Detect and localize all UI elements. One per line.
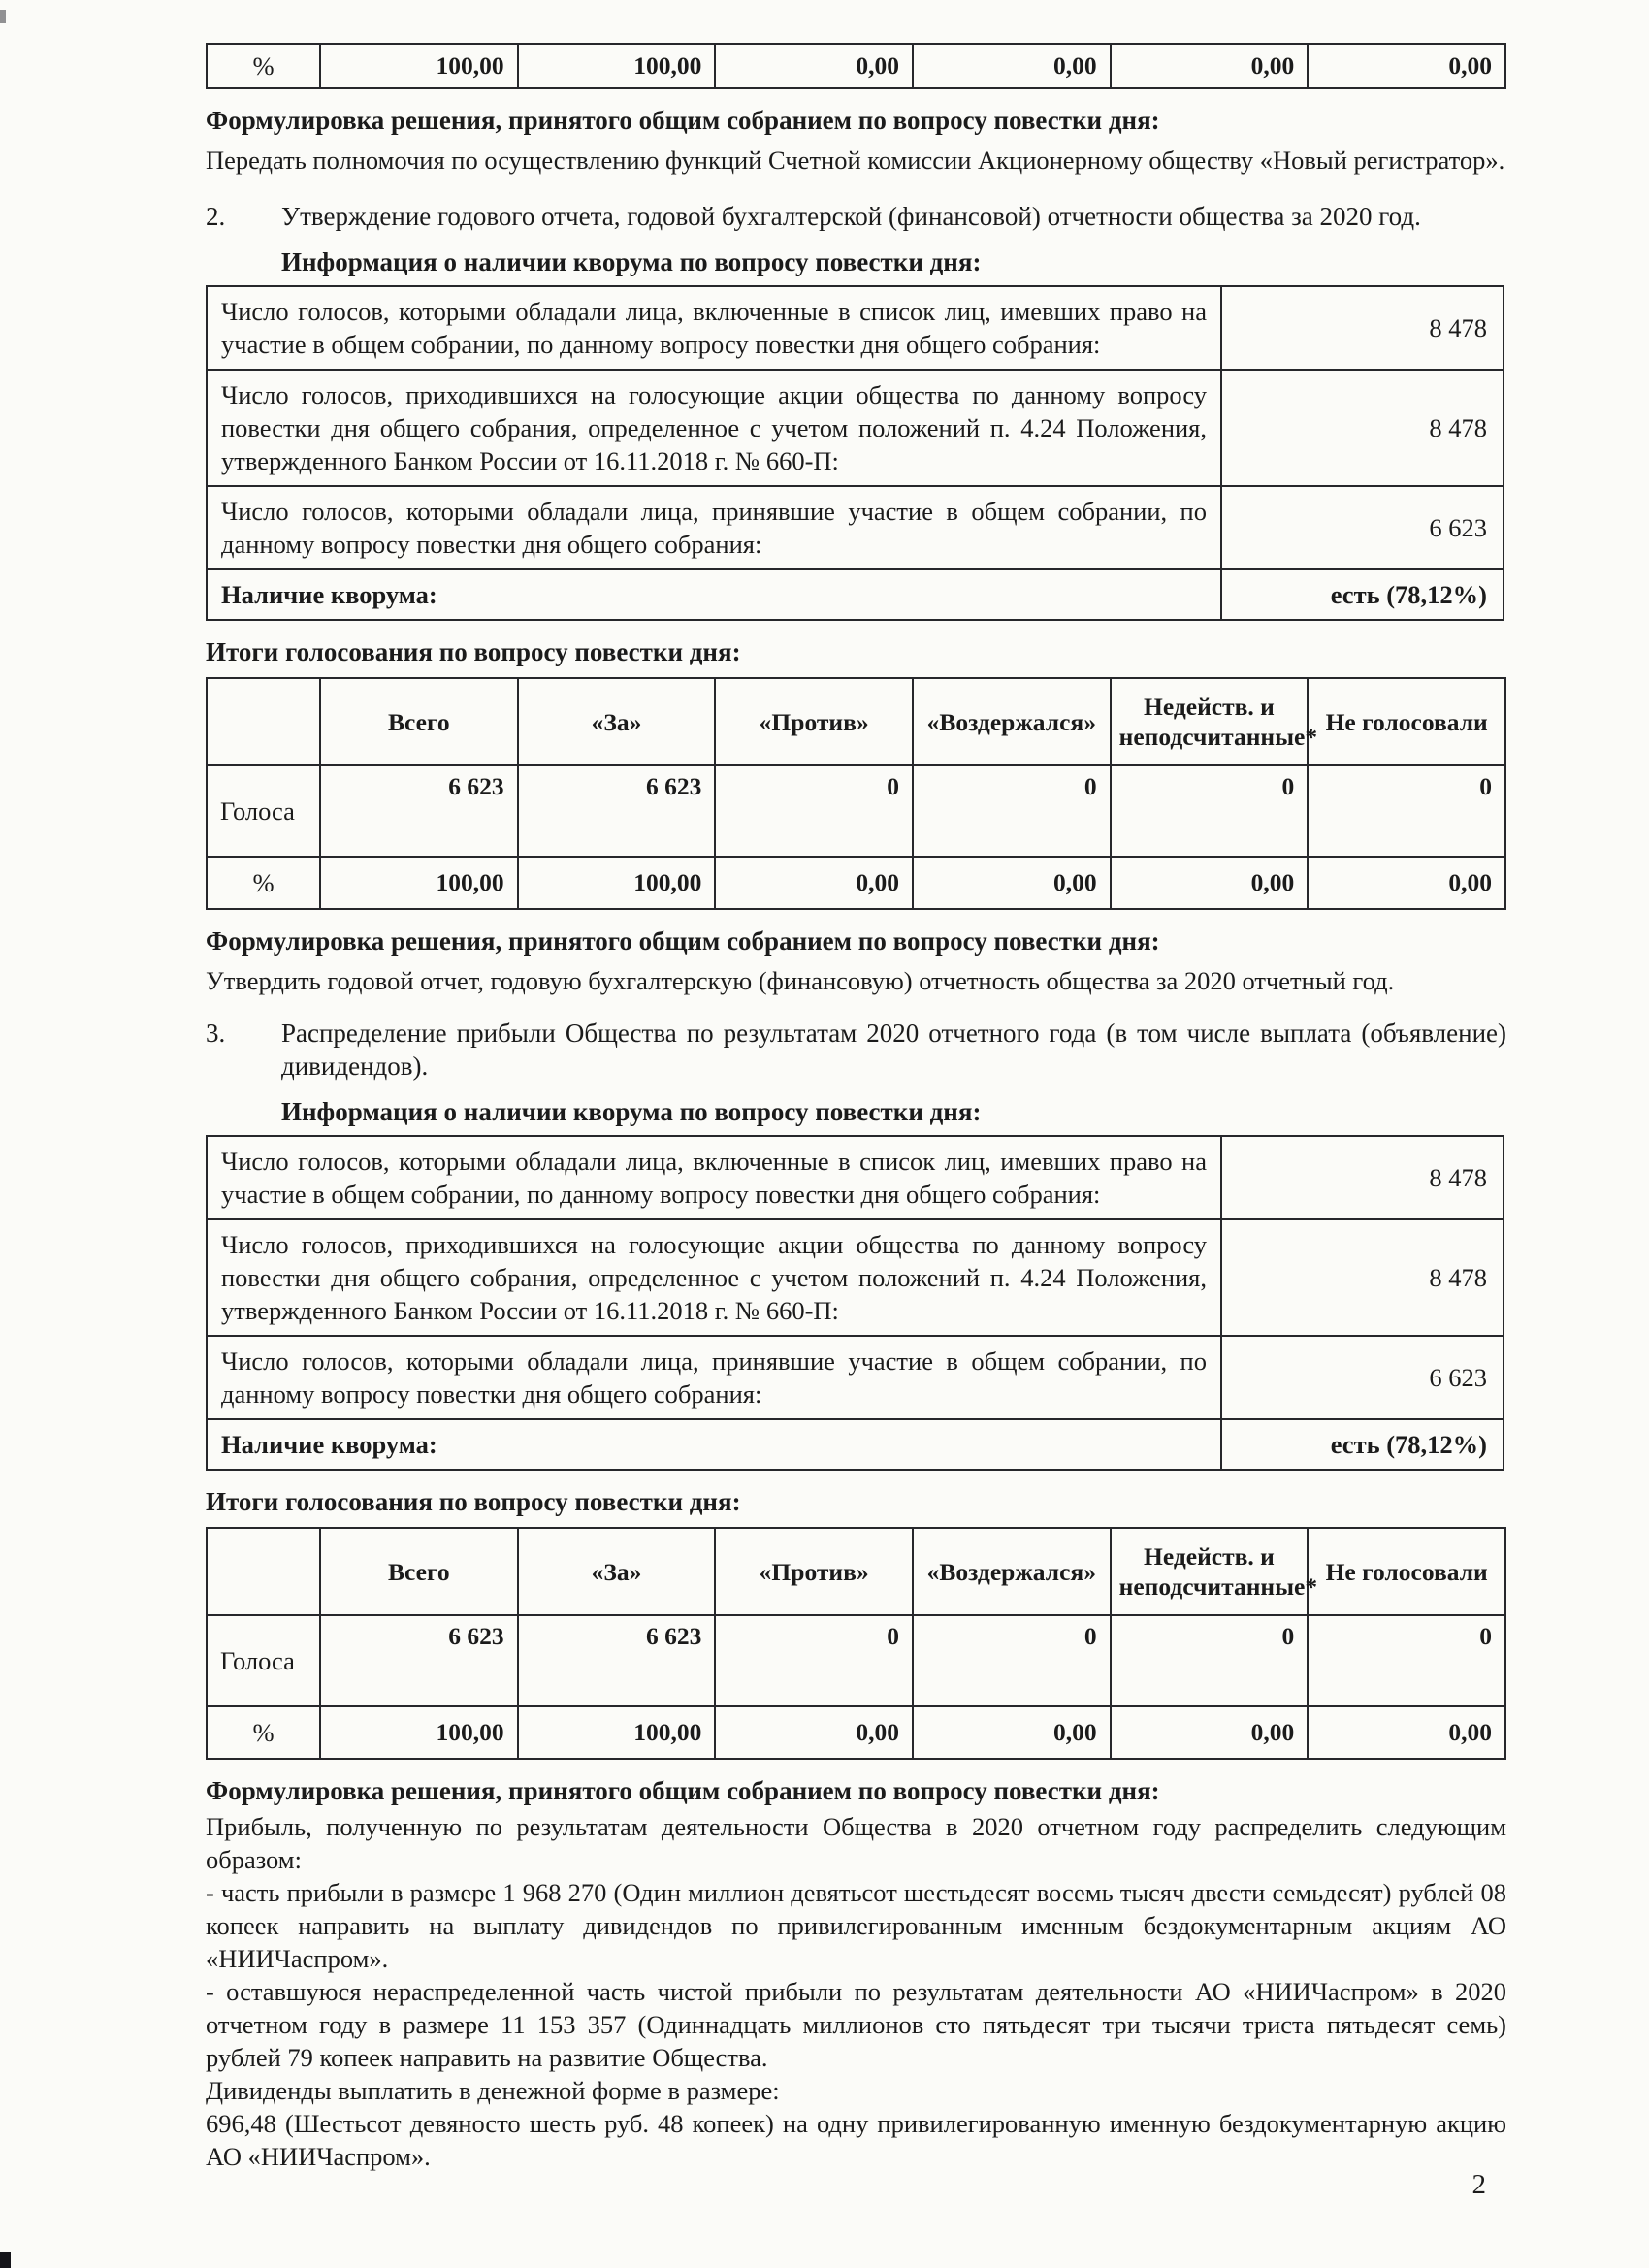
value-cell: 6 623 bbox=[320, 765, 518, 857]
quorum-row-label: Число голосов, приходившихся на голосующие акции общества по данному вопросу повестки дня общего собрания, определенное с учетом положений п. 4.24 Положения, утвержденного Банком России от 16.11.2018 г. № 660-П: bbox=[207, 1219, 1221, 1336]
value-cell: 100,00 bbox=[518, 1706, 716, 1759]
quorum-row-value: 6 623 bbox=[1221, 486, 1504, 569]
percent-row bbox=[207, 1706, 1505, 1759]
table-row bbox=[207, 486, 1504, 569]
decision-paragraph: Дивиденды выплатить в денежной форме в размере: bbox=[206, 2076, 780, 2105]
quorum-row-value: 8 478 bbox=[1221, 370, 1504, 486]
row-label-cell: % bbox=[207, 857, 320, 909]
table-header-row bbox=[207, 1528, 1505, 1615]
header-cell: «Воздержался» bbox=[913, 678, 1111, 765]
decision-text: Утвердить годовой отчет, годовую бухгалтерскую (финансовую) отчетность общества за 2020 отчетный год. bbox=[206, 966, 1395, 995]
table-row bbox=[207, 370, 1504, 486]
value-cell: 0,00 bbox=[715, 857, 913, 909]
value-cell: 0,00 bbox=[1308, 857, 1505, 909]
value-cell: 0 bbox=[1111, 1615, 1309, 1706]
quorum-row-label: Число голосов, которыми обладали лица, включенные в список лиц, имевших право на участие в общем собрании, по данному вопросу повестки дня общего собрания: bbox=[207, 1136, 1221, 1219]
value-cell: 0,00 bbox=[913, 1706, 1111, 1759]
value-cell: 0,00 bbox=[1111, 857, 1309, 909]
row-label-cell: Голоса bbox=[207, 765, 320, 857]
header-cell-empty bbox=[207, 1528, 320, 1615]
agenda-item-number: 2. bbox=[206, 202, 226, 231]
header-cell-empty bbox=[207, 678, 320, 765]
value-cell: 0,00 bbox=[1111, 1706, 1309, 1759]
table-header-row bbox=[207, 678, 1505, 765]
agenda-item-title: Распределение прибыли Общества по результатам 2020 отчетного года (в том числе выплата (объявление) дивидендов). bbox=[281, 1019, 1506, 1081]
value-cell: 6 623 bbox=[320, 1615, 518, 1706]
row-label-cell: % bbox=[207, 44, 320, 88]
decision-heading: Формулировка решения, принятого общим собранием по вопросу повестки дня: bbox=[206, 926, 1160, 956]
quorum-row-value: 8 478 bbox=[1221, 1219, 1504, 1336]
value-cell: 0,00 bbox=[1308, 44, 1505, 88]
value-cell: 100,00 bbox=[518, 857, 716, 909]
percent-row bbox=[207, 857, 1505, 909]
quorum-row-value: 8 478 bbox=[1221, 1136, 1504, 1219]
table-row bbox=[207, 286, 1504, 370]
quorum-total-label: Наличие кворума: bbox=[207, 1419, 1221, 1470]
quorum-row-label: Число голосов, которыми обладали лица, включенные в список лиц, имевших право на участие в общем собрании, по данному вопросу повестки дня общего собрания: bbox=[207, 286, 1221, 370]
decision-paragraph: - оставшуюся нераспределенной часть чистой прибыли по результатам деятельности АО «НИИЧаспром» в 2020 отчетном году в размере 11 153 357 (Одиннадцать миллионов сто пятьдесят три тысячи триста пятьдесят семь) рублей 79 копеек направить на развитие Общества. bbox=[206, 1977, 1506, 2072]
value-cell: 0,00 bbox=[1111, 44, 1309, 88]
quorum-row-value: 8 478 bbox=[1221, 286, 1504, 370]
table-row bbox=[207, 44, 1505, 88]
value-cell: 6 623 bbox=[518, 1615, 716, 1706]
page-number: 2 bbox=[1471, 2169, 1486, 2200]
row-label-cell: % bbox=[207, 1706, 320, 1759]
decision-paragraph: - часть прибыли в размере 1 968 270 (Один миллион девятьсот шестьдесят восемь тысяч двести семьдесят) рублей 08 копеек направить на выплату дивидендов по привилегированным именным бездокументарным акциям АО «НИИЧаспром». bbox=[206, 1878, 1506, 1973]
value-cell: 0 bbox=[913, 1615, 1111, 1706]
value-cell: 100,00 bbox=[320, 857, 518, 909]
quorum-row-label: Число голосов, приходившихся на голосующие акции общества по данному вопросу повестки дня общего собрания, определенное с учетом положений п. 4.24 Положения, утвержденного Банком России от 16.11.2018 г. № 660-П: bbox=[207, 370, 1221, 486]
header-cell: Недейств. и неподсчитанные* bbox=[1111, 678, 1309, 765]
decision-paragraph: 696,48 (Шестьсот девяносто шесть руб. 48 копеек) на одну привилегированную именную бездокументарную акцию АО «НИИЧаспром». bbox=[206, 2109, 1506, 2171]
quorum-total-row bbox=[207, 569, 1504, 620]
value-cell: 0 bbox=[1308, 765, 1505, 857]
value-cell: 0 bbox=[1308, 1615, 1505, 1706]
quorum-total-label: Наличие кворума: bbox=[207, 569, 1221, 620]
header-cell: «Против» bbox=[715, 1528, 913, 1615]
agenda-item-2 bbox=[206, 200, 1506, 233]
results-heading: Итоги голосования по вопросу повестки дня: bbox=[206, 1487, 741, 1516]
carryover-percent-table bbox=[206, 43, 1506, 89]
agenda-item-number: 3. bbox=[206, 1019, 226, 1048]
quorum-row-label: Число голосов, которыми обладали лица, принявшие участие в общем собрании, по данному вопросу повестки дня общего собрания: bbox=[207, 486, 1221, 569]
quorum-table bbox=[206, 285, 1504, 621]
quorum-heading: Информация о наличии кворума по вопросу повестки дня: bbox=[281, 1097, 982, 1126]
value-cell: 0,00 bbox=[715, 44, 913, 88]
voting-results-table bbox=[206, 677, 1506, 910]
quorum-heading: Информация о наличии кворума по вопросу повестки дня: bbox=[281, 247, 982, 276]
votes-row bbox=[207, 1615, 1505, 1706]
value-cell: 100,00 bbox=[320, 1706, 518, 1759]
value-cell: 0 bbox=[1111, 765, 1309, 857]
table-row bbox=[207, 1336, 1504, 1419]
decision-heading: Формулировка решения, принятого общим собранием по вопросу повестки дня: bbox=[206, 106, 1160, 135]
decision-text: Передать полномочия по осуществлению функций Счетной комиссии Акционерному обществу «Новый регистратор». bbox=[206, 146, 1505, 175]
quorum-row-value: 6 623 bbox=[1221, 1336, 1504, 1419]
header-cell: «За» bbox=[518, 1528, 716, 1615]
results-heading: Итоги голосования по вопросу повестки дня: bbox=[206, 637, 741, 666]
header-cell: Недейств. и неподсчитанные* bbox=[1111, 1528, 1309, 1615]
row-label-cell: Голоса bbox=[207, 1615, 320, 1706]
header-cell: «За» bbox=[518, 678, 716, 765]
value-cell: 6 623 bbox=[518, 765, 716, 857]
header-cell: Не голосовали bbox=[1308, 1528, 1505, 1615]
votes-row bbox=[207, 765, 1505, 857]
quorum-total-row bbox=[207, 1419, 1504, 1470]
value-cell: 0 bbox=[715, 1615, 913, 1706]
header-cell: Не голосовали bbox=[1308, 678, 1505, 765]
value-cell: 0,00 bbox=[913, 857, 1111, 909]
value-cell: 0 bbox=[715, 765, 913, 857]
agenda-item-3 bbox=[206, 1017, 1506, 1083]
voting-results-table bbox=[206, 1527, 1506, 1760]
value-cell: 0,00 bbox=[1308, 1706, 1505, 1759]
quorum-table bbox=[206, 1135, 1504, 1471]
table-row bbox=[207, 1219, 1504, 1336]
scan-artifact-mark bbox=[0, 2252, 11, 2268]
quorum-row-label: Число голосов, которыми обладали лица, принявшие участие в общем собрании, по данному вопросу повестки дня общего собрания: bbox=[207, 1336, 1221, 1419]
quorum-total-value: есть (78,12%) bbox=[1221, 569, 1504, 620]
value-cell: 0 bbox=[913, 765, 1111, 857]
value-cell: 0,00 bbox=[715, 1706, 913, 1759]
header-cell: Всего bbox=[320, 1528, 518, 1615]
quorum-total-value: есть (78,12%) bbox=[1221, 1419, 1504, 1470]
decision-paragraph: Прибыль, полученную по результатам деятельности Общества в 2020 отчетном году распределить следующим образом: bbox=[206, 1812, 1506, 1874]
value-cell: 100,00 bbox=[320, 44, 518, 88]
header-cell: «Против» bbox=[715, 678, 913, 765]
scan-artifact-mark bbox=[0, 10, 6, 23]
document-content bbox=[206, 43, 1506, 2173]
agenda-item-title: Утверждение годового отчета, годовой бухгалтерской (финансовой) отчетности общества за 2020 год. bbox=[281, 202, 1421, 231]
header-cell: «Воздержался» bbox=[913, 1528, 1111, 1615]
value-cell: 0,00 bbox=[913, 44, 1111, 88]
table-row bbox=[207, 1136, 1504, 1219]
decision-heading: Формулировка решения, принятого общим собранием по вопросу повестки дня: bbox=[206, 1776, 1160, 1805]
header-cell: Всего bbox=[320, 678, 518, 765]
value-cell: 100,00 bbox=[518, 44, 716, 88]
